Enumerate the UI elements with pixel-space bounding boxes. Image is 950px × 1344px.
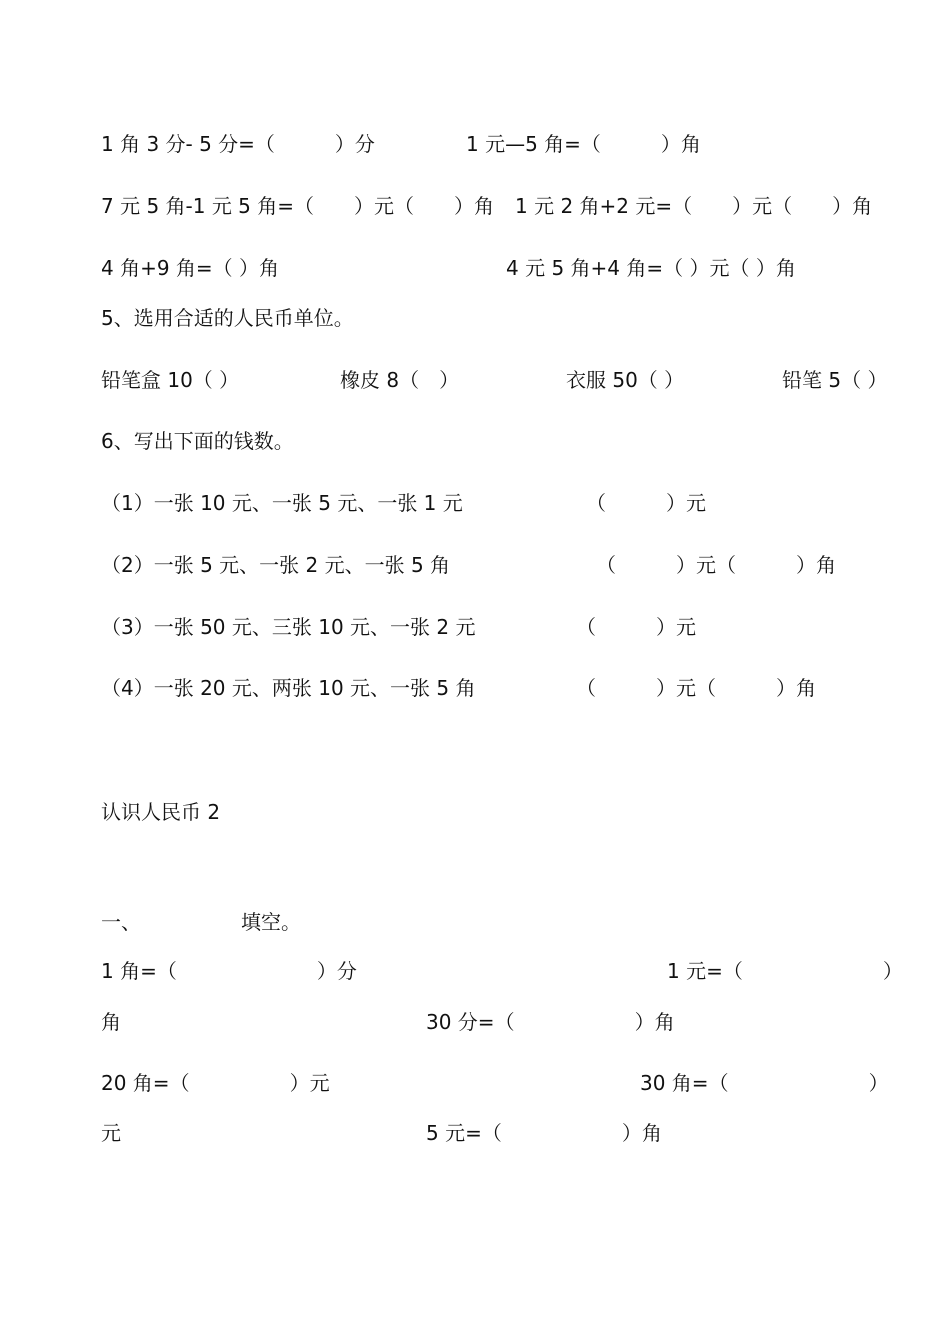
exercise-row1-right: 1 元—5 角=（ ）角: [466, 132, 701, 156]
fill-row1-right: 1 元=（ ）: [667, 959, 903, 983]
fill-row4-right: 5 元=（ ）角: [426, 1121, 662, 1145]
exercise-row2-right: 1 元 2 角+2 元=（ ）元（ ）角: [515, 194, 873, 218]
q6-item-text: （3）一张 50 元、三张 10 元、一张 2 元: [101, 615, 476, 639]
question-6-title: 6、写出下面的钱数。: [101, 429, 294, 453]
fill-row2-right: 30 分=（ ）角: [426, 1010, 675, 1034]
q5-item-clothes: 衣服 50（ ）: [566, 368, 685, 392]
part2-section-number: 一、: [101, 910, 141, 934]
fill-row2-left: 角: [101, 1010, 121, 1034]
part2-section-label: 填空。: [241, 910, 301, 934]
q6-item-text: （2）一张 5 元、一张 2 元、一张 5 角: [101, 553, 451, 577]
q6-item-answer: （ ）元（ ）角: [596, 553, 836, 577]
exercise-row1-left: 1 角 3 分- 5 分=（ ）分: [101, 132, 375, 156]
q6-item-answer: （ ）元（ ）角: [576, 676, 816, 700]
q5-item-pencil-box: 铅笔盒 10（ ）: [101, 368, 240, 392]
q6-item-answer: （ ）元: [576, 615, 696, 639]
q6-item-text: （4）一张 20 元、两张 10 元、一张 5 角: [101, 676, 476, 700]
q5-item-eraser: 橡皮 8（ ）: [340, 368, 460, 392]
exercise-row2-left: 7 元 5 角-1 元 5 角=（ ）元（ ）角: [101, 194, 495, 218]
q6-item-answer: （ ）元: [586, 491, 706, 515]
fill-row4-left: 元: [101, 1121, 121, 1145]
q6-item-text: （1）一张 10 元、一张 5 元、一张 1 元: [101, 491, 463, 515]
fill-row3-right: 30 角=（ ）: [640, 1071, 889, 1095]
fill-row1-left: 1 角=（ ）分: [101, 959, 357, 983]
question-5-title: 5、选用合适的人民币单位。: [101, 306, 354, 330]
exercise-row3-right: 4 元 5 角+4 角=（ ）元（ ）角: [506, 256, 796, 280]
part2-title: 认识人民币 2: [101, 800, 221, 824]
exercise-row3-left: 4 角+9 角=（ ）角: [101, 256, 280, 280]
q5-item-pencil: 铅笔 5（ ）: [782, 368, 888, 392]
fill-row3-left: 20 角=（ ）元: [101, 1071, 330, 1095]
